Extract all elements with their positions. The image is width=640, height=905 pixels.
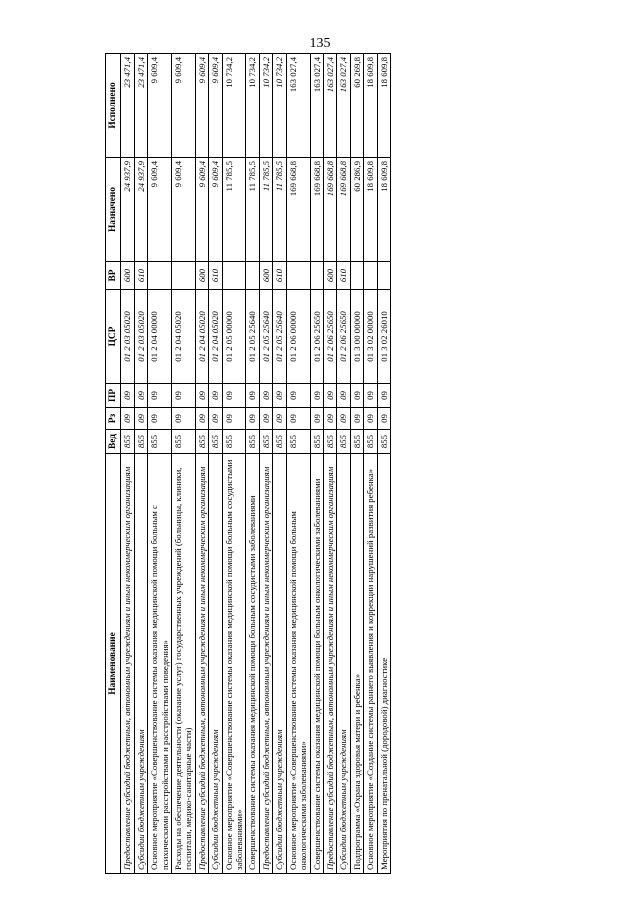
table-row xyxy=(148,54,172,874)
table-row xyxy=(209,54,222,874)
cell-vr: 600 xyxy=(121,262,134,290)
cell-csr: 01 2 06 25650 xyxy=(337,290,350,384)
cell-rz: 09 xyxy=(350,408,363,430)
cell-name: Подпрограмма «Охрана здоровья матери и ребенка» xyxy=(350,454,363,874)
cell-ved: 855 xyxy=(209,430,222,454)
cell-vr xyxy=(310,262,323,290)
cell-pr: 09 xyxy=(148,384,172,408)
cell-csr: 01 2 06 00000 xyxy=(286,290,310,384)
cell-naz: 9 609,4 xyxy=(172,158,196,262)
cell-pr: 09 xyxy=(273,384,286,408)
cell-rz: 09 xyxy=(273,408,286,430)
cell-naz: 169 668,8 xyxy=(337,158,350,262)
cell-isp: 23 471,4 xyxy=(134,54,147,158)
cell-csr: 01 2 04 05020 xyxy=(209,290,222,384)
cell-rz: 09 xyxy=(310,408,323,430)
table-row xyxy=(364,54,377,874)
cell-rz: 09 xyxy=(246,408,259,430)
table-body xyxy=(121,54,391,874)
cell-ved: 855 xyxy=(195,430,208,454)
cell-isp: 9 609,4 xyxy=(195,54,208,158)
cell-csr: 01 3 02 00000 xyxy=(364,290,377,384)
cell-isp: 60 269,8 xyxy=(350,54,363,158)
header-rz: Рз xyxy=(106,408,121,430)
cell-ved: 855 xyxy=(148,430,172,454)
cell-rz: 09 xyxy=(222,408,246,430)
cell-csr: 01 2 05 00000 xyxy=(222,290,246,384)
cell-naz: 169 668,8 xyxy=(286,158,310,262)
cell-vr: 610 xyxy=(337,262,350,290)
cell-rz: 09 xyxy=(134,408,147,430)
cell-naz: 9 609,4 xyxy=(209,158,222,262)
cell-isp: 9 609,4 xyxy=(148,54,172,158)
cell-vr: 600 xyxy=(259,262,272,290)
cell-name: Субсидии бюджетным учреждениям xyxy=(134,454,147,874)
cell-naz: 11 785,5 xyxy=(273,158,286,262)
header-ved: Вед xyxy=(106,430,121,454)
cell-pr: 09 xyxy=(246,384,259,408)
cell-csr: 01 2 05 25640 xyxy=(259,290,272,384)
cell-rz: 09 xyxy=(337,408,350,430)
cell-vr xyxy=(148,262,172,290)
cell-vr xyxy=(172,262,196,290)
table-row xyxy=(350,54,363,874)
cell-ved: 855 xyxy=(364,430,377,454)
cell-ved: 855 xyxy=(134,430,147,454)
cell-isp: 10 734,2 xyxy=(259,54,272,158)
cell-pr: 09 xyxy=(134,384,147,408)
cell-isp: 163 027,4 xyxy=(286,54,310,158)
cell-isp: 18 609,8 xyxy=(364,54,377,158)
cell-ved: 855 xyxy=(246,430,259,454)
cell-naz: 11 785,5 xyxy=(222,158,246,262)
header-name: Наименование xyxy=(106,454,121,874)
cell-vr xyxy=(286,262,310,290)
cell-rz: 09 xyxy=(364,408,377,430)
header-naz: Назначено xyxy=(106,158,121,262)
header-csr: ЦСР xyxy=(106,290,121,384)
cell-csr: 01 2 04 00000 xyxy=(148,290,172,384)
cell-isp: 9 609,4 xyxy=(209,54,222,158)
cell-isp: 10 734,2 xyxy=(273,54,286,158)
cell-pr: 09 xyxy=(310,384,323,408)
cell-vr: 610 xyxy=(209,262,222,290)
table-row xyxy=(246,54,259,874)
cell-vr xyxy=(350,262,363,290)
cell-csr: 01 2 05 25640 xyxy=(273,290,286,384)
cell-naz: 18 609,8 xyxy=(364,158,377,262)
table-header-row xyxy=(106,54,121,874)
cell-rz: 09 xyxy=(172,408,196,430)
cell-ved: 855 xyxy=(222,430,246,454)
cell-rz: 09 xyxy=(195,408,208,430)
cell-name: Субсидии бюджетным учреждениям xyxy=(273,454,286,874)
cell-pr: 09 xyxy=(222,384,246,408)
cell-csr: 01 2 04 05020 xyxy=(172,290,196,384)
cell-naz: 169 668,8 xyxy=(310,158,323,262)
cell-csr: 01 2 05 25640 xyxy=(246,290,259,384)
cell-naz: 60 286,9 xyxy=(350,158,363,262)
cell-vr: 610 xyxy=(273,262,286,290)
cell-pr: 09 xyxy=(323,384,336,408)
table-row xyxy=(121,54,134,874)
cell-pr: 09 xyxy=(259,384,272,408)
cell-name: Субсидии бюджетным учреждениям xyxy=(209,454,222,874)
cell-rz: 09 xyxy=(148,408,172,430)
cell-rz: 09 xyxy=(209,408,222,430)
cell-pr: 09 xyxy=(209,384,222,408)
cell-ved: 855 xyxy=(377,430,390,454)
header-isp: Исполнено xyxy=(106,54,121,158)
cell-ved: 855 xyxy=(259,430,272,454)
cell-ved: 855 xyxy=(172,430,196,454)
table-row xyxy=(222,54,246,874)
cell-name: Предоставление субсидий бюджетным, автономным учреждениям и иным некоммерческим организациям xyxy=(195,454,208,874)
table-row xyxy=(172,54,196,874)
cell-pr: 09 xyxy=(377,384,390,408)
cell-naz: 18 609,8 xyxy=(377,158,390,262)
cell-csr: 01 3 02 26010 xyxy=(377,290,390,384)
rotated-table-container xyxy=(105,54,545,874)
cell-ved: 855 xyxy=(310,430,323,454)
cell-isp: 23 471,4 xyxy=(121,54,134,158)
cell-vr xyxy=(222,262,246,290)
cell-naz: 11 785,5 xyxy=(246,158,259,262)
cell-vr xyxy=(377,262,390,290)
cell-name: Совершенствование системы оказания медицинской помощи больным сосудистыми заболеваниями xyxy=(246,454,259,874)
cell-rz: 09 xyxy=(377,408,390,430)
header-vr: ВР xyxy=(106,262,121,290)
table-row xyxy=(259,54,272,874)
table-row xyxy=(323,54,336,874)
cell-naz: 9 609,4 xyxy=(148,158,172,262)
cell-isp: 163 027,4 xyxy=(323,54,336,158)
cell-name: Мероприятия по пренатальной (дородовой) диагностике xyxy=(377,454,390,874)
cell-isp: 9 609,4 xyxy=(172,54,196,158)
cell-ved: 855 xyxy=(273,430,286,454)
cell-ved: 855 xyxy=(121,430,134,454)
cell-name: Основное мероприятие «Создание системы раннего выявления и коррекции нарушений развития ребенка» xyxy=(364,454,377,874)
table-row xyxy=(337,54,350,874)
cell-ved: 855 xyxy=(323,430,336,454)
cell-naz: 169 668,8 xyxy=(323,158,336,262)
table-row xyxy=(273,54,286,874)
table-row xyxy=(195,54,208,874)
cell-ved: 855 xyxy=(350,430,363,454)
cell-csr: 01 3 00 00000 xyxy=(350,290,363,384)
cell-name: Совершенствование системы оказания медицинской помощи больным онкологическими заболеваниями xyxy=(310,454,323,874)
cell-name: Предоставление субсидий бюджетным, автономным учреждениям и иным некоммерческим организациям xyxy=(323,454,336,874)
cell-csr: 01 2 06 25650 xyxy=(310,290,323,384)
page-number: 135 xyxy=(309,36,331,51)
cell-rz: 09 xyxy=(121,408,134,430)
cell-name: Расходы на обеспечение деятельности (оказание услуг) государственных учреждений (больницы, клиники, госпитали, медико-санитарные части) xyxy=(172,454,196,874)
cell-name: Основное мероприятие «Совершенствование системы оказания медицинской помощи больным сосудистыми заболеваниями» xyxy=(222,454,246,874)
cell-name: Основное мероприятие «Совершенствование системы оказания медицинской помощи больным онкологическими заболеваниями» xyxy=(286,454,310,874)
table-row xyxy=(377,54,390,874)
cell-csr: 01 2 04 05020 xyxy=(195,290,208,384)
cell-rz: 09 xyxy=(286,408,310,430)
cell-isp: 163 027,4 xyxy=(337,54,350,158)
table-row xyxy=(134,54,147,874)
cell-name: Предоставление субсидий бюджетным, автономным учреждениям и иным некоммерческим организациям xyxy=(121,454,134,874)
header-pr: ПР xyxy=(106,384,121,408)
cell-naz: 24 937,9 xyxy=(121,158,134,262)
cell-vr: 600 xyxy=(323,262,336,290)
cell-pr: 09 xyxy=(286,384,310,408)
table-row xyxy=(310,54,323,874)
cell-ved: 855 xyxy=(286,430,310,454)
cell-pr: 09 xyxy=(350,384,363,408)
cell-isp: 10 734,2 xyxy=(222,54,246,158)
cell-vr: 610 xyxy=(134,262,147,290)
cell-name: Предоставление субсидий бюджетным, автономным учреждениям и иным некоммерческим организациям xyxy=(259,454,272,874)
cell-isp: 18 609,8 xyxy=(377,54,390,158)
cell-name: Основное мероприятие «Совершенствование системы оказания медицинской помощи больным с психическими расстройствами и расстройствами поведения» xyxy=(148,454,172,874)
cell-naz: 11 785,5 xyxy=(259,158,272,262)
cell-ved: 855 xyxy=(337,430,350,454)
cell-name: Субсидии бюджетным учреждениям xyxy=(337,454,350,874)
cell-csr: 01 2 03 05020 xyxy=(134,290,147,384)
cell-csr: 01 2 03 05020 xyxy=(121,290,134,384)
cell-isp: 10 734,2 xyxy=(246,54,259,158)
table-row xyxy=(286,54,310,874)
cell-pr: 09 xyxy=(364,384,377,408)
budget-table xyxy=(105,53,391,874)
cell-naz: 24 937,9 xyxy=(134,158,147,262)
cell-pr: 09 xyxy=(337,384,350,408)
cell-csr: 01 2 06 25650 xyxy=(323,290,336,384)
cell-rz: 09 xyxy=(259,408,272,430)
cell-vr xyxy=(364,262,377,290)
cell-vr: 600 xyxy=(195,262,208,290)
cell-pr: 09 xyxy=(172,384,196,408)
cell-pr: 09 xyxy=(195,384,208,408)
cell-pr: 09 xyxy=(121,384,134,408)
cell-isp: 163 027,4 xyxy=(310,54,323,158)
cell-rz: 09 xyxy=(323,408,336,430)
cell-vr xyxy=(246,262,259,290)
cell-naz: 9 609,4 xyxy=(195,158,208,262)
